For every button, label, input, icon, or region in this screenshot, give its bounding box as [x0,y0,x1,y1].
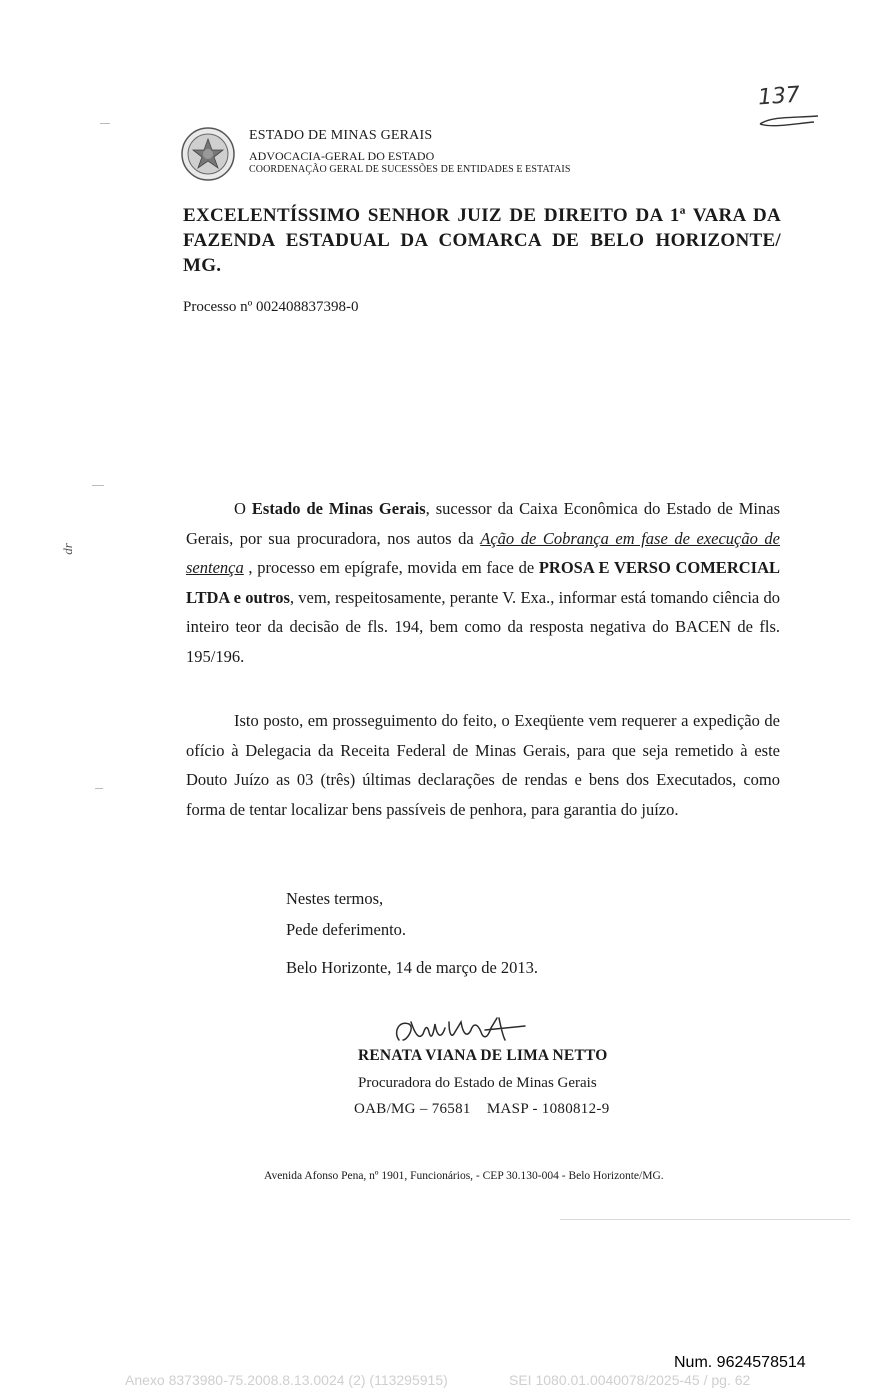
paragraph-1 [186,494,780,671]
paragraph-1-action-type: Ação de Cobrança em fase de execução de sentença [186,528,780,577]
header-agency-name: ADVOCACIA-GERAL DO ESTADO [249,149,435,163]
paragraph-1-text-b: , sucessor da Caixa Econômica do Estado de Minas Gerais, por sua procuradora, nos autos da [186,499,780,548]
scan-speck [92,485,104,486]
annex-reference: Anexo 8373980-75.2008.8.13.0024 (2) (113295915) [125,1372,448,1388]
signer-registration-ids: OAB/MG – 76581 MASP - 1080812-9 [354,1101,610,1117]
paragraph-1-text-a: O [234,499,252,518]
handwritten-flourish-icon [752,112,822,132]
paragraph-1-bold-state: Estado de Minas Gerais [251,499,426,518]
paragraph-2-text: Isto posto, em prosseguimento do feito, o Exeqüente vem requerer a expedição de ofício à Delegacia da Receita Federal de Minas Gerais, para que seja remetido à este Douto Juízo as 03 (três) últimas declarações de rendas e bens dos Executados, como forma de tentar localizar bens passíveis de penhora, para garantia do juízo. [186,711,780,819]
closing-line-2: Pede deferimento. [286,920,407,939]
addressee-heading: EXCELENTÍSSIMO SENHOR JUIZ DE DIREITO DA 1ª VARA DA FAZENDA ESTADUAL DA COMARCA DE BELO HORIZONTE/ MG. [183,205,781,276]
scan-rule [560,1219,850,1220]
document-number-stamp: Num. 9624578514 [674,1354,806,1371]
paragraph-1-text-c: , processo em epígrafe, movida em face de [243,558,539,577]
handwritten-page-number: 137 [757,82,801,111]
footer-address: Avenida Afonso Pena, nº 1901, Funcionários, - CEP 30.130-004 - Belo Horizonte/MG. [264,1170,664,1182]
sei-reference: SEI 1080.01.0040078/2025-45 / pg. 62 [509,1372,751,1388]
closing-line-1: Nestes termos, [286,889,384,908]
scan-speck [95,788,103,789]
signer-role: Procuradora do Estado de Minas Gerais [358,1075,597,1091]
signer-name: RENATA VIANA DE LIMA NETTO [358,1047,608,1064]
handwritten-signature-icon [385,1010,535,1052]
paragraph-1-text-d: , vem, respeitosamente, perante V. Exa., informar está tomando ciência do inteiro teor da decisão de fls. 194, bem como da resposta negativa do BACEN de fls. 195/196. [186,587,780,666]
scan-speck [100,123,110,124]
closing-date-line: Belo Horizonte, 14 de março de 2013. [286,958,539,977]
margin-note: dr [59,543,75,555]
header-department-name: COORDENAÇÃO GERAL DE SUCESSÕES DE ENTIDADES E ESTATAIS [249,164,571,175]
state-seal-icon [180,126,236,182]
process-number: Processo nº 002408837398-0 [183,299,359,315]
paragraph-1-bold-defendant: PROSA E VERSO COMERCIAL LTDA e outros [186,558,780,607]
header-state-name: ESTADO DE MINAS GERAIS [249,128,433,143]
paragraph-2 [186,706,780,824]
